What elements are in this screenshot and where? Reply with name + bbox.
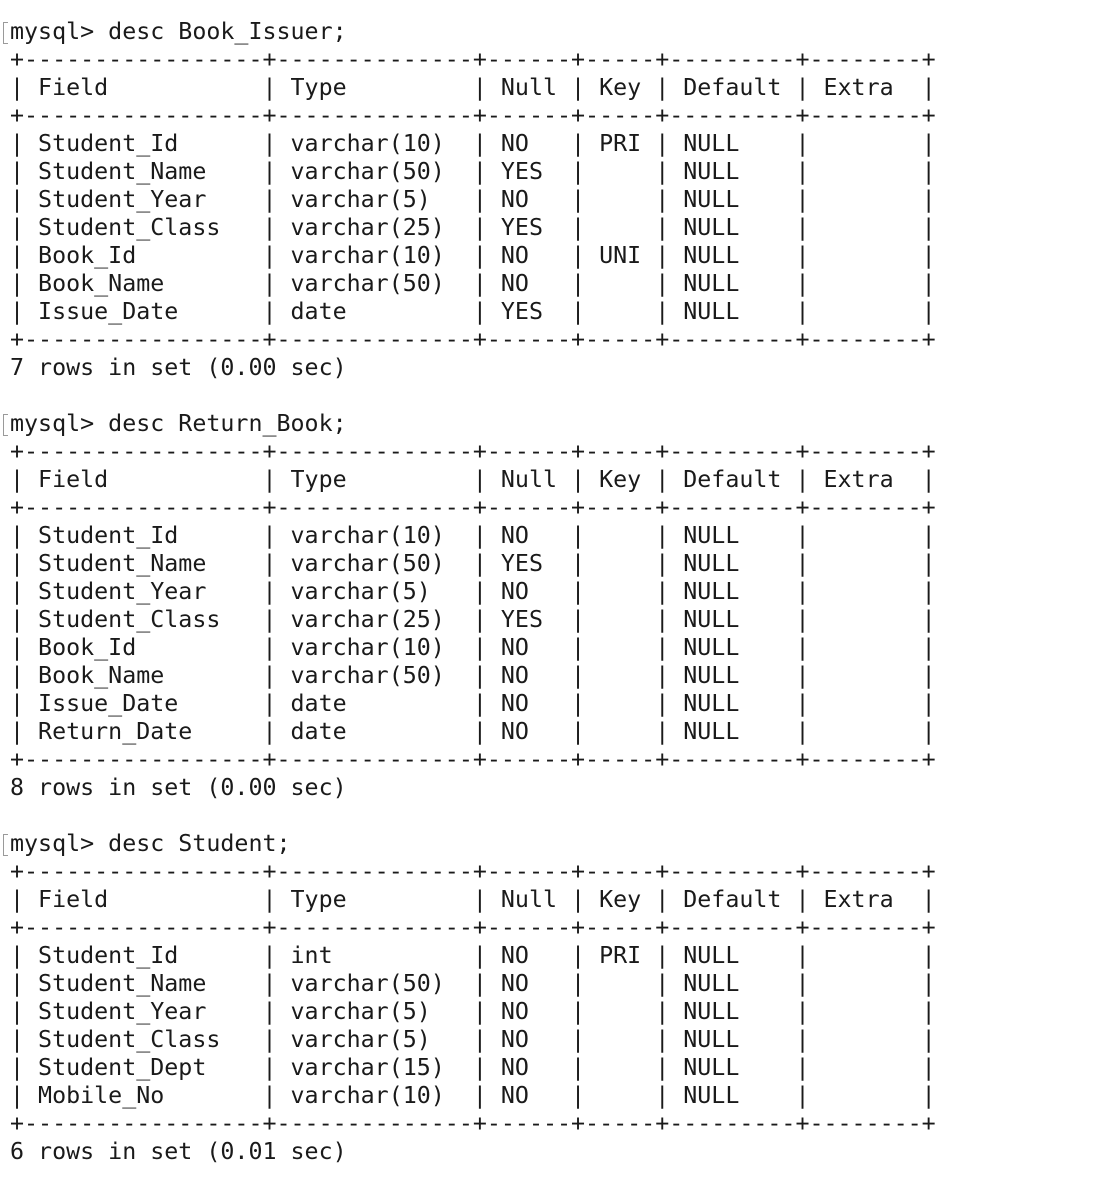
terminal-output <box>10 18 936 1166</box>
table-border: +-----------------+--------------+------+-----+---------+--------+ <box>10 1110 936 1137</box>
command-prompt <box>10 410 936 438</box>
table-row: | Book_Name | varchar(50) | NO | | NULL | | <box>10 270 936 297</box>
table-border: +-----------------+--------------+------+-----+---------+--------+ <box>10 494 936 521</box>
prompt-bracket-icon <box>3 834 8 856</box>
command-prompt <box>10 18 936 46</box>
table-header-row: | Field | Type | Null | Key | Default | Extra | <box>10 466 936 493</box>
result-footer: 8 rows in set (0.00 sec) <box>10 774 347 801</box>
table-row: | Student_Id | varchar(10) | NO | | NULL | | <box>10 522 936 549</box>
desc-result-block <box>10 410 936 830</box>
table-row: | Student_Class | varchar(25) | YES | | NULL | | <box>10 214 936 241</box>
table-border: +-----------------+--------------+------+-----+---------+--------+ <box>10 46 936 73</box>
table-row: | Student_Class | varchar(25) | YES | | NULL | | <box>10 606 936 633</box>
table-row: | Book_Id | varchar(10) | NO | | NULL | | <box>10 634 936 661</box>
table-border: +-----------------+--------------+------+-----+---------+--------+ <box>10 914 936 941</box>
table-border: +-----------------+--------------+------+-----+---------+--------+ <box>10 858 936 885</box>
table-row: | Student_Year | varchar(5) | NO | | NULL | | <box>10 998 936 1025</box>
table-row: | Student_Year | varchar(5) | NO | | NULL | | <box>10 186 936 213</box>
result-footer: 6 rows in set (0.01 sec) <box>10 1138 347 1165</box>
desc-result-block <box>10 18 936 410</box>
table-row: | Student_Dept | varchar(15) | NO | | NULL | | <box>10 1054 936 1081</box>
blank-line <box>10 802 936 830</box>
table-border: +-----------------+--------------+------+-----+---------+--------+ <box>10 438 936 465</box>
desc-result-block <box>10 830 936 1166</box>
table-row: | Student_Year | varchar(5) | NO | | NULL | | <box>10 578 936 605</box>
table-row: | Issue_Date | date | NO | | NULL | | <box>10 690 936 717</box>
table-header-row: | Field | Type | Null | Key | Default | Extra | <box>10 74 936 101</box>
table-row: | Student_Name | varchar(50) | YES | | NULL | | <box>10 550 936 577</box>
table-border: +-----------------+--------------+------+-----+---------+--------+ <box>10 102 936 129</box>
table-row: | Book_Id | varchar(10) | NO | UNI | NULL | | <box>10 242 936 269</box>
command-text: mysql> desc Student; <box>10 830 291 857</box>
command-text: mysql> desc Return_Book; <box>10 410 347 437</box>
prompt-bracket-icon <box>3 22 8 44</box>
table-row: | Student_Class | varchar(5) | NO | | NULL | | <box>10 1026 936 1053</box>
command-text: mysql> desc Book_Issuer; <box>10 18 347 45</box>
table-row: | Issue_Date | date | YES | | NULL | | <box>10 298 936 325</box>
table-row: | Book_Name | varchar(50) | NO | | NULL | | <box>10 662 936 689</box>
table-row: | Student_Name | varchar(50) | NO | | NULL | | <box>10 970 936 997</box>
table-row: | Mobile_No | varchar(10) | NO | | NULL | | <box>10 1082 936 1109</box>
table-border: +-----------------+--------------+------+-----+---------+--------+ <box>10 326 936 353</box>
table-row: | Student_Id | int | NO | PRI | NULL | | <box>10 942 936 969</box>
table-row: | Return_Date | date | NO | | NULL | | <box>10 718 936 745</box>
table-row: | Student_Name | varchar(50) | YES | | NULL | | <box>10 158 936 185</box>
result-footer: 7 rows in set (0.00 sec) <box>10 354 347 381</box>
table-border: +-----------------+--------------+------+-----+---------+--------+ <box>10 746 936 773</box>
table-row: | Student_Id | varchar(10) | NO | PRI | NULL | | <box>10 130 936 157</box>
table-header-row: | Field | Type | Null | Key | Default | Extra | <box>10 886 936 913</box>
command-prompt <box>10 830 936 858</box>
prompt-bracket-icon <box>3 414 8 436</box>
blank-line <box>10 382 936 410</box>
